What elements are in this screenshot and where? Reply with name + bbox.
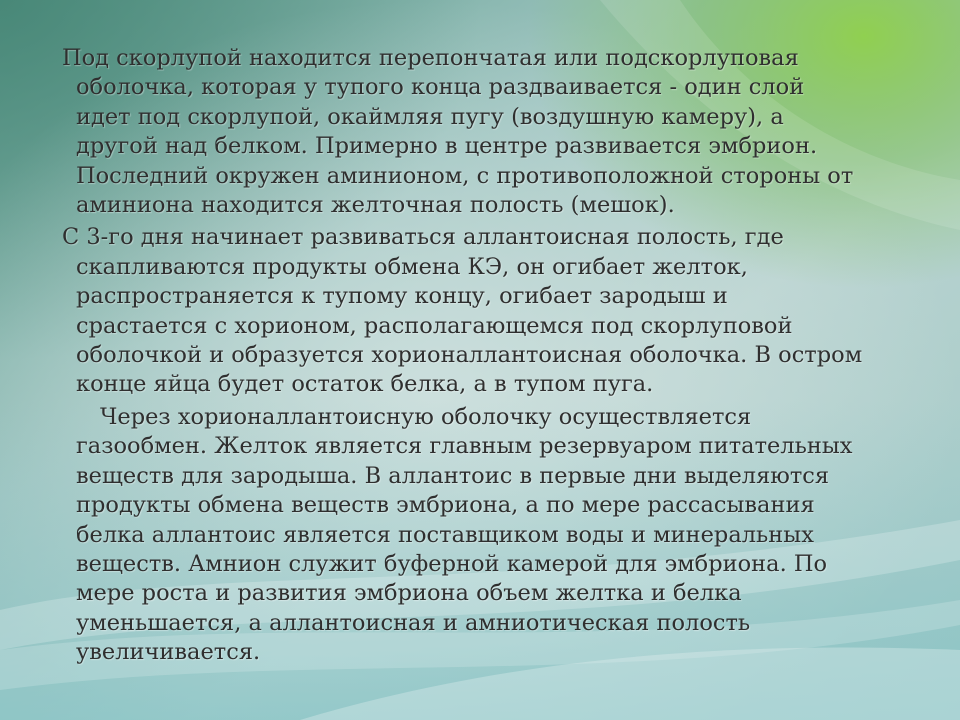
slide-body bbox=[62, 44, 912, 668]
paragraph-membrane: Под скорлупой находится перепончатая или подскорлуповая оболочка, которая у тупого конца раздваивается - один слой идет под скорлупой, окаймляя пугу (воздушную камеру), а другой над белком. Примерно в центре развивается эмбрион. Последний окружен аминионом, с противоположной стороны от aминиона находится желточная полость (мешок). bbox=[62, 45, 854, 219]
paragraph-gas-exchange: Через хорионаллантоисную оболочку осуществляется газообмен. Желток является главным резервуаром питательных веществ для зародыша. В аллантоис в первые дни выделяются продукты обмена веществ эмбриона, а по мере рассасывания белка аллантоис является поставщиком воды и минеральных веществ. Амнион служит буферной камерой для эмбриона. По мере роста и развития эмбриона объем желтка и белка уменьшается, а аллантоисная и амниотическая полость увеличивается. bbox=[76, 403, 853, 666]
paragraph-allantois: С 3-го дня начинает развиваться аллантоисная полость, где скапливаются продукты обмена КЭ, он огибает желток, распространяется к тупому концу, огибает зародыш и срастается с хорионом, располагающемся под скорлуповой оболочкой и образуется хорионаллантоисная оболочка. В остром конце яйца будет остаток белка, а в тупом пуга. bbox=[62, 224, 863, 398]
